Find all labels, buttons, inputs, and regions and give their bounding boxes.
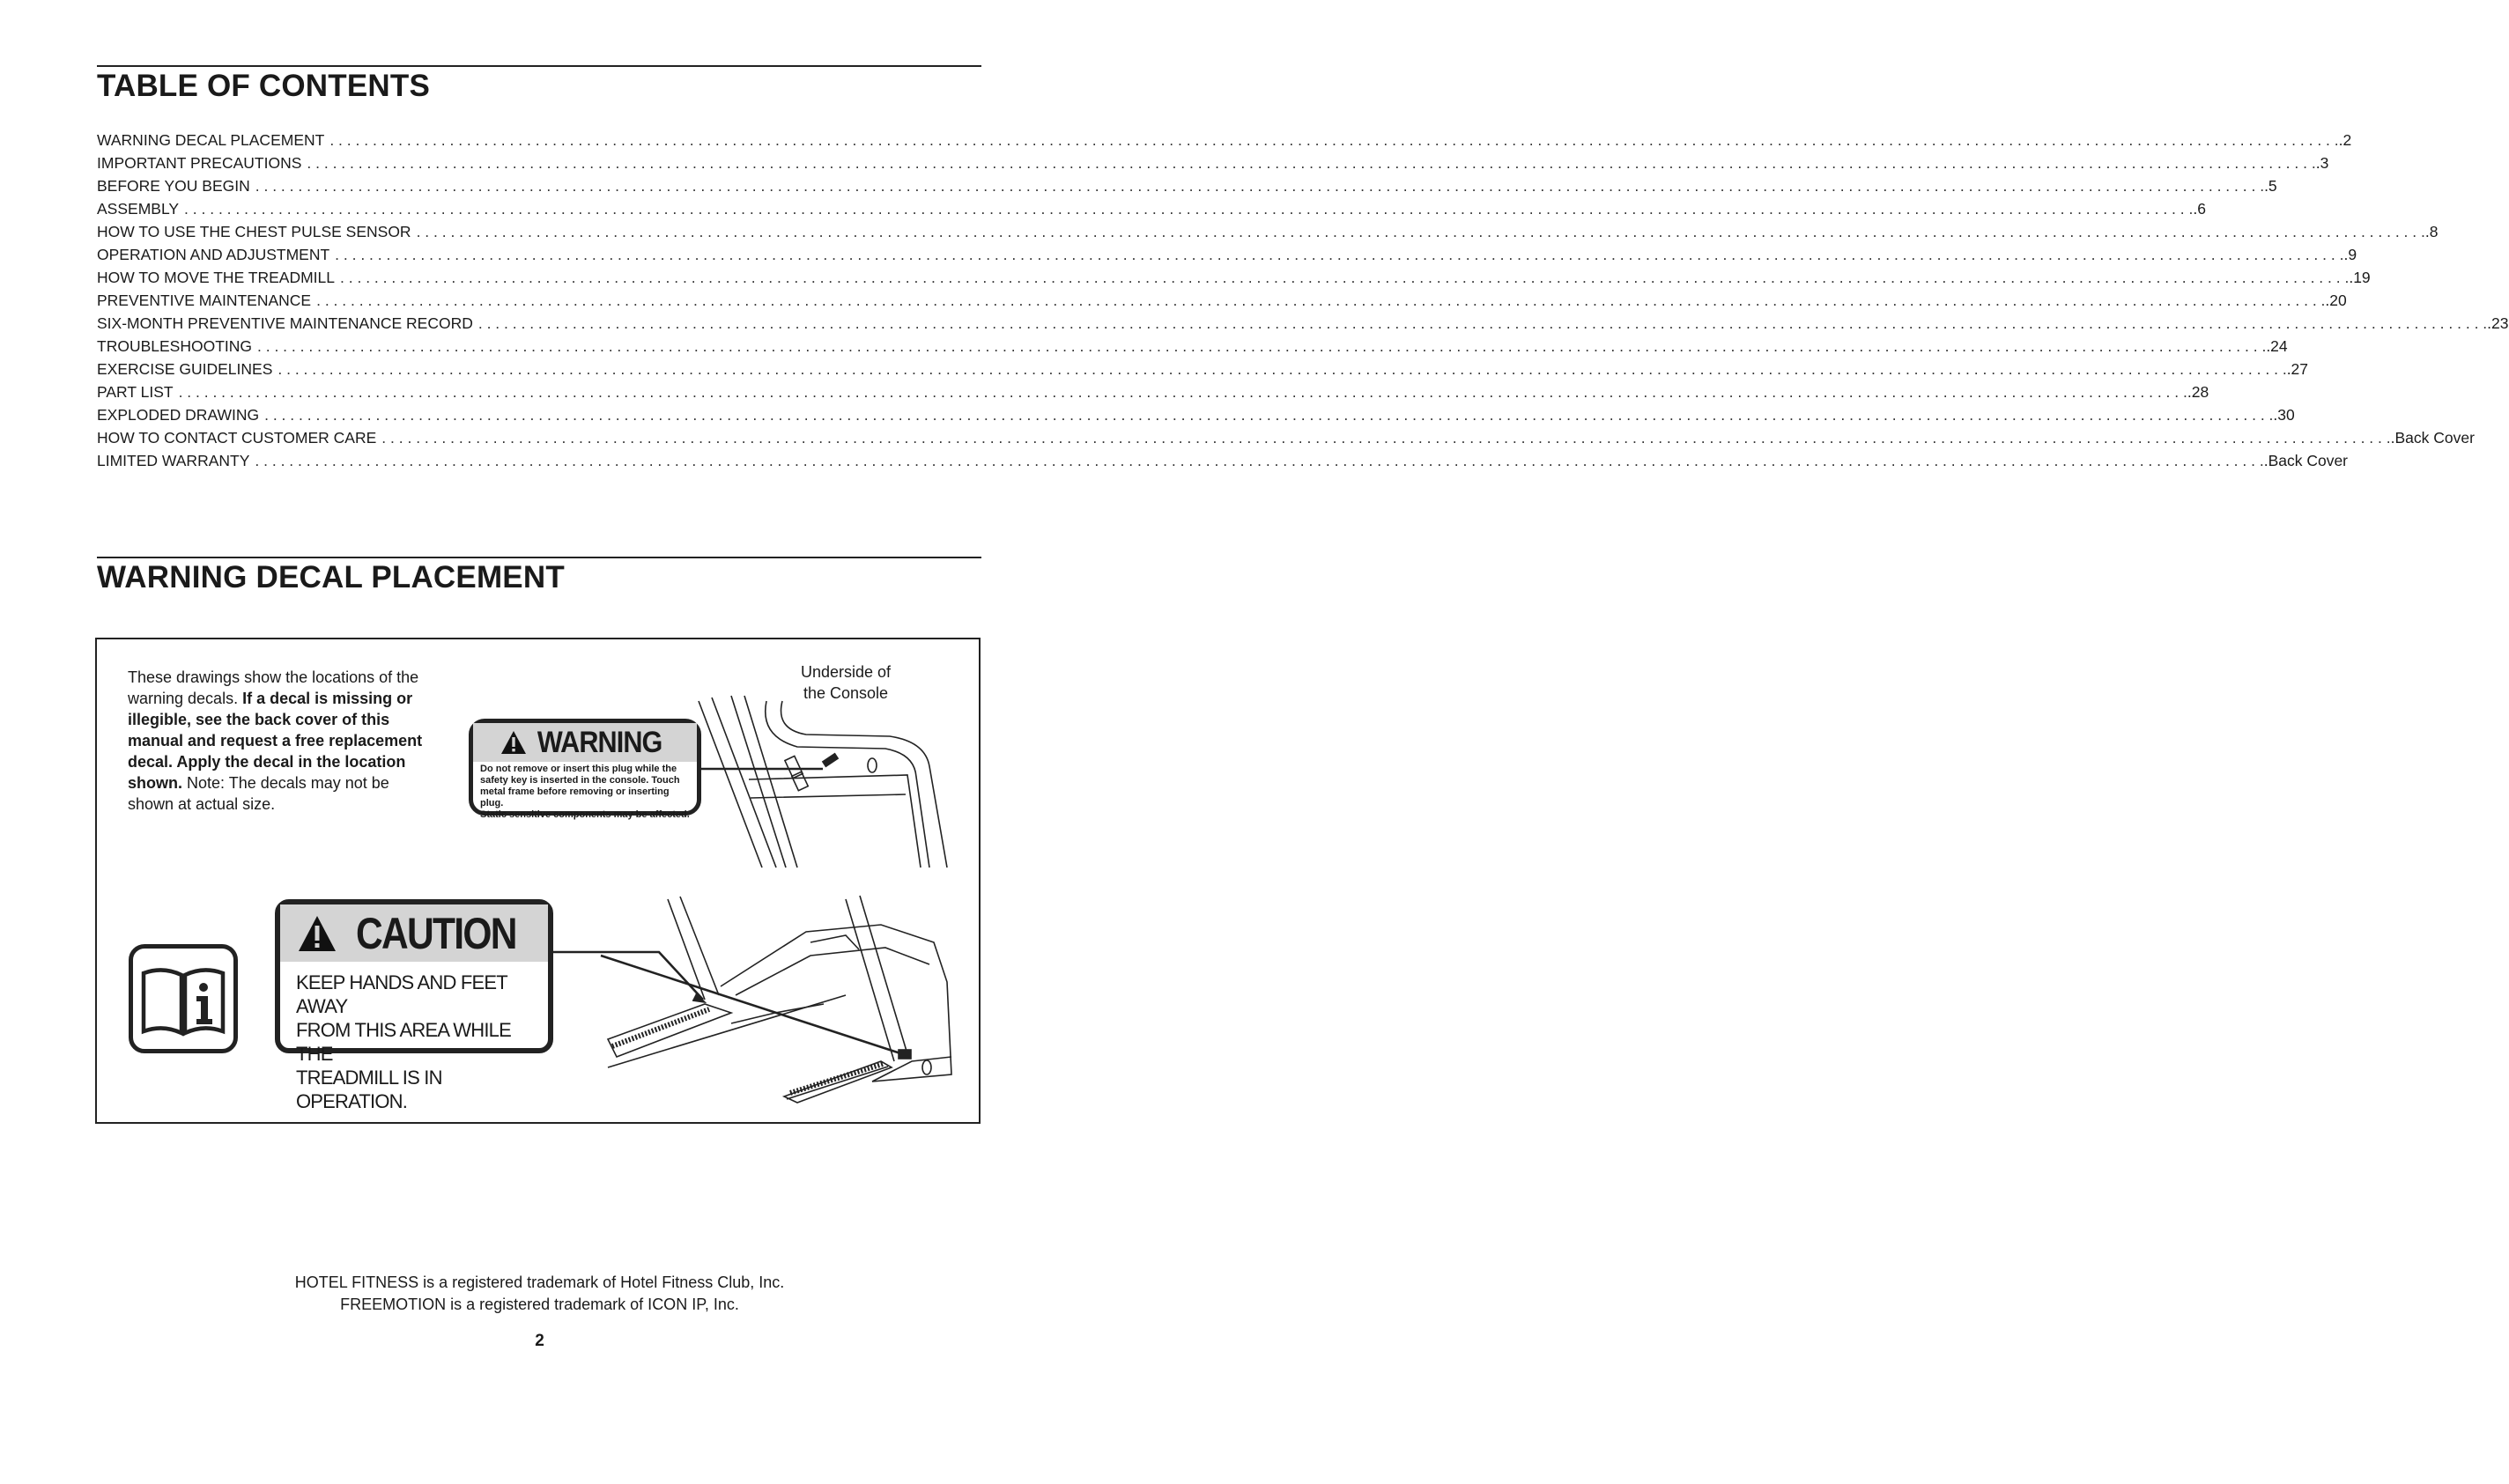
toc-leader-dots	[264, 406, 2273, 425]
toc-leader-dots	[278, 360, 2286, 379]
console-caption-line: Underside of	[800, 663, 892, 681]
toc-entry-title: IMPORTANT PRECAUTIONS	[97, 154, 302, 172]
toc-entry[interactable]	[97, 177, 2277, 200]
toc-entry[interactable]	[97, 429, 2475, 452]
toc-entry[interactable]	[97, 154, 2329, 177]
toc-entry-title: PART LIST	[97, 383, 174, 401]
toc-entry[interactable]	[97, 246, 2357, 269]
decal-intro-text	[128, 667, 423, 815]
toc-entry[interactable]	[97, 314, 2509, 337]
toc-entry-page: .24	[2266, 337, 2288, 355]
toc-entry-title: BEFORE YOU BEGIN	[97, 177, 250, 195]
toc-entry-title: ASSEMBLY	[97, 200, 180, 218]
toc-entry-title: HOW TO USE THE CHEST PULSE SENSOR	[97, 223, 411, 240]
caution-decal	[275, 899, 553, 1112]
exclamation-triangle-icon	[500, 730, 527, 755]
toc-entry-title: EXERCISE GUIDELINES	[97, 360, 273, 378]
intro-text-plain: These drawings show the locations of the warning decals.	[128, 668, 419, 707]
caution-decal-line: TREADMILL IS IN OPERATION.	[296, 1067, 442, 1112]
toc-entry[interactable]	[97, 223, 2439, 246]
warning-decal-line: metal frame before removing or inserting plug.	[480, 786, 670, 808]
toc-entry-title: HOW TO CONTACT CUSTOMER CARE	[97, 429, 377, 447]
warning-decal-header	[473, 723, 697, 762]
caution-decal-text	[280, 962, 548, 1113]
toc-entry[interactable]	[97, 200, 2206, 223]
toc-entry-page: .8	[2424, 223, 2439, 240]
toc-entry[interactable]	[97, 452, 2349, 475]
toc-entry-page: .20	[2325, 292, 2347, 309]
console-caption	[775, 661, 916, 704]
toc-top-rule	[97, 65, 981, 67]
toc-entry-page: .6	[2193, 200, 2206, 218]
toc-list	[97, 131, 2509, 475]
open-book-icon	[133, 949, 233, 1049]
toc-leader-dots	[316, 292, 2325, 310]
toc-entry[interactable]	[97, 131, 2352, 154]
toc-leader-dots	[255, 177, 2264, 196]
decal-section-heading: WARNING DECAL PLACEMENT	[97, 560, 565, 594]
toc-leader-dots	[335, 246, 2343, 264]
toc-entry-page: .27	[2286, 360, 2309, 378]
toc-entry-title: LIMITED WARRANTY	[97, 452, 250, 469]
toc-leader-dots	[329, 131, 2338, 150]
toc-leader-dots	[307, 154, 2315, 173]
toc-leader-dots	[381, 429, 2390, 447]
toc-entry[interactable]	[97, 337, 2288, 360]
toc-entry-title: PREVENTIVE MAINTENANCE	[97, 292, 312, 309]
toc-entry-page: .23	[2487, 314, 2509, 332]
read-manual-info-icon	[129, 944, 238, 1053]
caution-decal-line: KEEP HANDS AND FEET AWAY	[296, 971, 507, 1017]
toc-entry-page: .9	[2343, 246, 2357, 263]
toc-leader-dots	[340, 269, 2349, 287]
warning-decal-title: WARNING	[537, 725, 662, 759]
decal-section-rule	[97, 557, 981, 558]
intro-text-note: Note: The decals may not be shown at actual size.	[128, 774, 389, 813]
toc-entry-page: .5	[2264, 177, 2277, 195]
toc-leader-dots	[184, 200, 2193, 218]
toc-entry-title: WARNING DECAL PLACEMENT	[97, 131, 325, 149]
intro-text-bold: If a decal is missing or illegible, see the back cover of this manual and request a free replacement decal. Apply the decal in the location shown.	[128, 690, 423, 792]
toc-leader-dots	[257, 337, 2266, 356]
toc-entry[interactable]	[97, 360, 2309, 383]
toc-entry-page: .Back Cover	[2263, 452, 2349, 469]
toc-entry-title: EXPLODED DRAWING	[97, 406, 260, 424]
warning-decal	[469, 719, 701, 820]
warning-decal-line: Static sensitive components may be affected.	[480, 809, 690, 820]
warning-decal-text	[473, 762, 697, 823]
warning-decal-line: Do not remove or insert this plug while the	[480, 764, 677, 774]
toc-leader-dots	[417, 223, 2425, 241]
toc-entry[interactable]	[97, 269, 2371, 292]
warning-decal-line: safety key is inserted in the console. Touch	[480, 775, 680, 786]
toc-entry[interactable]	[97, 383, 2209, 406]
toc-leader-dots	[255, 452, 2263, 470]
toc-entry-title: HOW TO MOVE THE TREADMILL	[97, 269, 336, 286]
trademark-line: FREEMOTION is a registered trademark of ICON IP, Inc.	[340, 1296, 739, 1313]
toc-entry-page: .19	[2349, 269, 2371, 286]
toc-entry-title: SIX-MONTH PREVENTIVE MAINTENANCE RECORD	[97, 314, 473, 332]
toc-entry-title: TROUBLESHOOTING	[97, 337, 252, 355]
caution-decal-line: FROM THIS AREA WHILE THE	[296, 1019, 511, 1065]
toc-entry-page: .2	[2338, 131, 2352, 149]
caution-decal-header	[280, 904, 548, 962]
toc-entry-page: .3	[2315, 154, 2329, 172]
toc-leader-dots	[179, 383, 2187, 402]
caution-decal-title: CAUTION	[356, 908, 516, 958]
toc-entry[interactable]	[97, 292, 2347, 314]
page-number: 2	[535, 1332, 544, 1350]
toc-heading: TABLE OF CONTENTS	[97, 69, 431, 103]
toc-entry-title: OPERATION AND ADJUSTMENT	[97, 246, 330, 263]
console-caption-line: the Console	[803, 684, 889, 702]
toc-leader-dots	[478, 314, 2487, 333]
trademark-line: HOTEL FITNESS is a registered trademark of Hotel Fitness Club, Inc.	[294, 1274, 785, 1291]
toc-entry-page: .30	[2273, 406, 2295, 424]
toc-entry-page: .28	[2187, 383, 2209, 401]
toc-entry[interactable]	[97, 406, 2295, 429]
toc-entry-page: .Back Cover	[2390, 429, 2475, 447]
exclamation-triangle-icon	[298, 915, 337, 952]
